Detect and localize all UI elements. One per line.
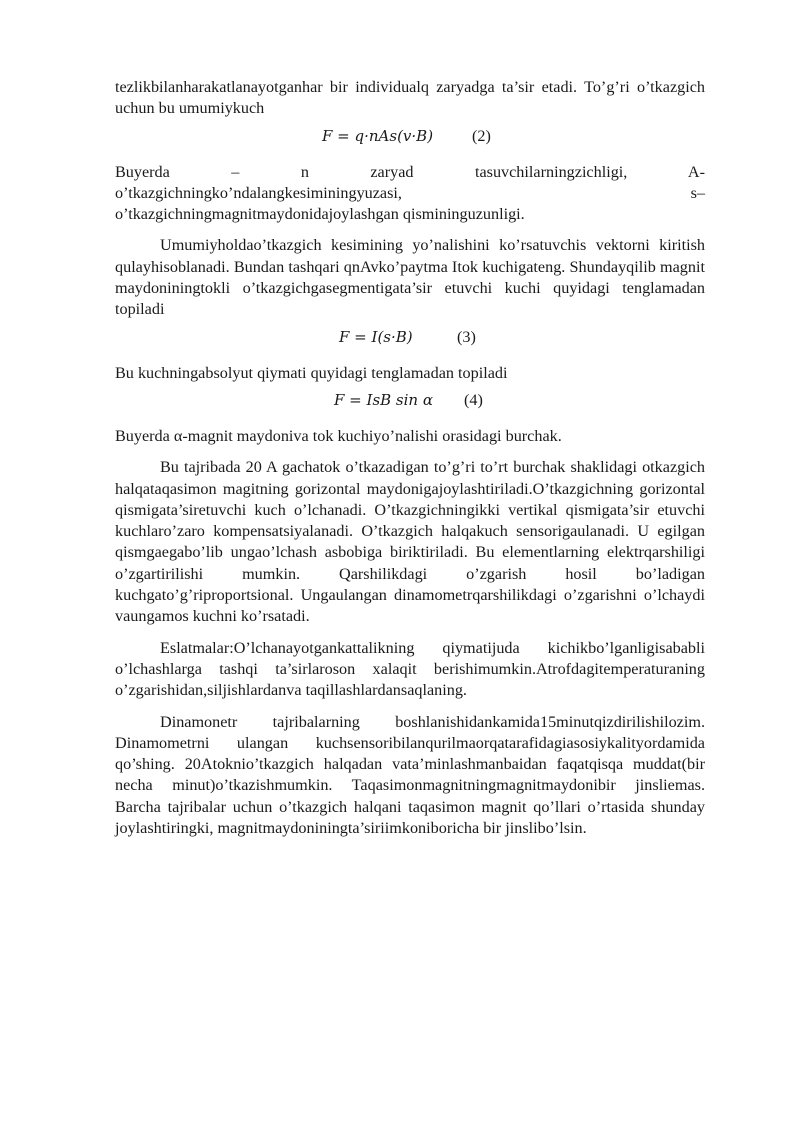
equation-2-number: (2) [472,126,491,145]
equation-4-formula: F = IsB sin α [334,390,433,409]
paragraph-definitions-line-1: Buyerda – n zaryad tasuvchilarningzichligi, A- [115,162,705,181]
paragraph-notes: Eslatmalar:O’lchanayotgankattalikning qiymatijuda kichikbo’lganligisababli o’lchashlarga tashqi ta’sirlaroson xalaqit berishimumkin.Atrofdagitemperaturaning o’zgarishidan,siljishlardanva taqillashlardansaqlaning. [115,638,705,700]
paragraph-definitions-line-2: o’tkazgichningko’ndalangkesiminingyuzasi, s– [115,183,705,202]
paragraph-angle-definition: Buyerda α-magnit maydoniva tok kuchiyo’nalishi orasidagi burchak. [115,426,562,445]
equation-4-number: (4) [464,390,483,409]
paragraph-experiment: Bu tajribada 20 A gachatok o’tkazadigan to’g’ri to’rt burchak shaklidagi otkazgich halqataqasimon magitning gorizontal maydonigajoylashtiriladi.O’tkazgichning gorizontal qismigata’siretuvchi kuch o’lchanadi. O’tkazgichningikki vertikal qismigata’sir etuvchi kuchlaro’zaro kompensatsiyalanadi. O’tkazgich halqakuch sensorigaulanadi. U egilgan qismgaegabo’lib ungao’lchash asbobiga biriktiriladi. Bu elementlarning elektrqarshiligi o’zgartirilishi mumkin. Qarshilikdagi o’zgarish hosil bo’ladigan kuchgato’g’riproportsional. Ungaulangan dinamometrqarshilikdagi o’zgarishni o’lchaydi vaungamos kuchni ko’rsatadi. [115,458,705,626]
equation-3 [115,327,705,355]
paragraph-absolute-value: Bu kuchningabsolyut qiymati quyidagi tenglamadan topiladi [115,363,508,382]
paragraph-intro: tezlikbilanharakatlanayotganhar bir individualq zaryadga ta’sir etadi. To’g’ri o’tkazgich uchun bu umumiykuch [115,78,705,118]
paragraph-definitions-line-3: o’tkazgichningmagnitmaydonidajoylashgan qismininguzunligi. [115,205,525,224]
equation-3-number: (3) [457,327,476,346]
paragraph-instructions: Dinamonetr tajribalarning boshlanishidankamida15minutqizdirilishilozim. Dinamometrni ulangan kuchsensoribilanqurilmaorqatarafidagiasosiykalityordamida qo’shing. 20Atoknio’tkazgich halqadan vata’minlashmanbaidan faqatqisqa muddat(bir necha minut)o’tkazishmumkin. Taqasimonmagnitningmagnitmaydonibir jinsliemas. Barcha tajribalar uchun o’tkazgich halqani taqasimon magnit qo’llari o’rtasida shunday joylashtiringki, magnitmaydoniningta’siriimkoniboricha bir jinslibo’lsin. [115,712,705,838]
equation-3-formula: F = I(s·B) [339,327,413,346]
equation-4 [115,390,705,418]
document-page [115,77,705,839]
equation-2 [115,126,705,154]
equation-2-formula: F = q·nAs(v·B) [322,126,434,145]
paragraph-vector: Umumiyholdao’tkazgich kesimining yo’nalishini ko’rsatuvchis vektorni kiritish qulayhisoblanadi. Bundan tashqari qnAvko’paytma Itok kuchigateng. Shundayqilib magnit maydoniningtokli o’tkazgichgasegmentigata’sir etuvchi kuchi quyidagi tenglamadan topiladi [115,236,705,319]
